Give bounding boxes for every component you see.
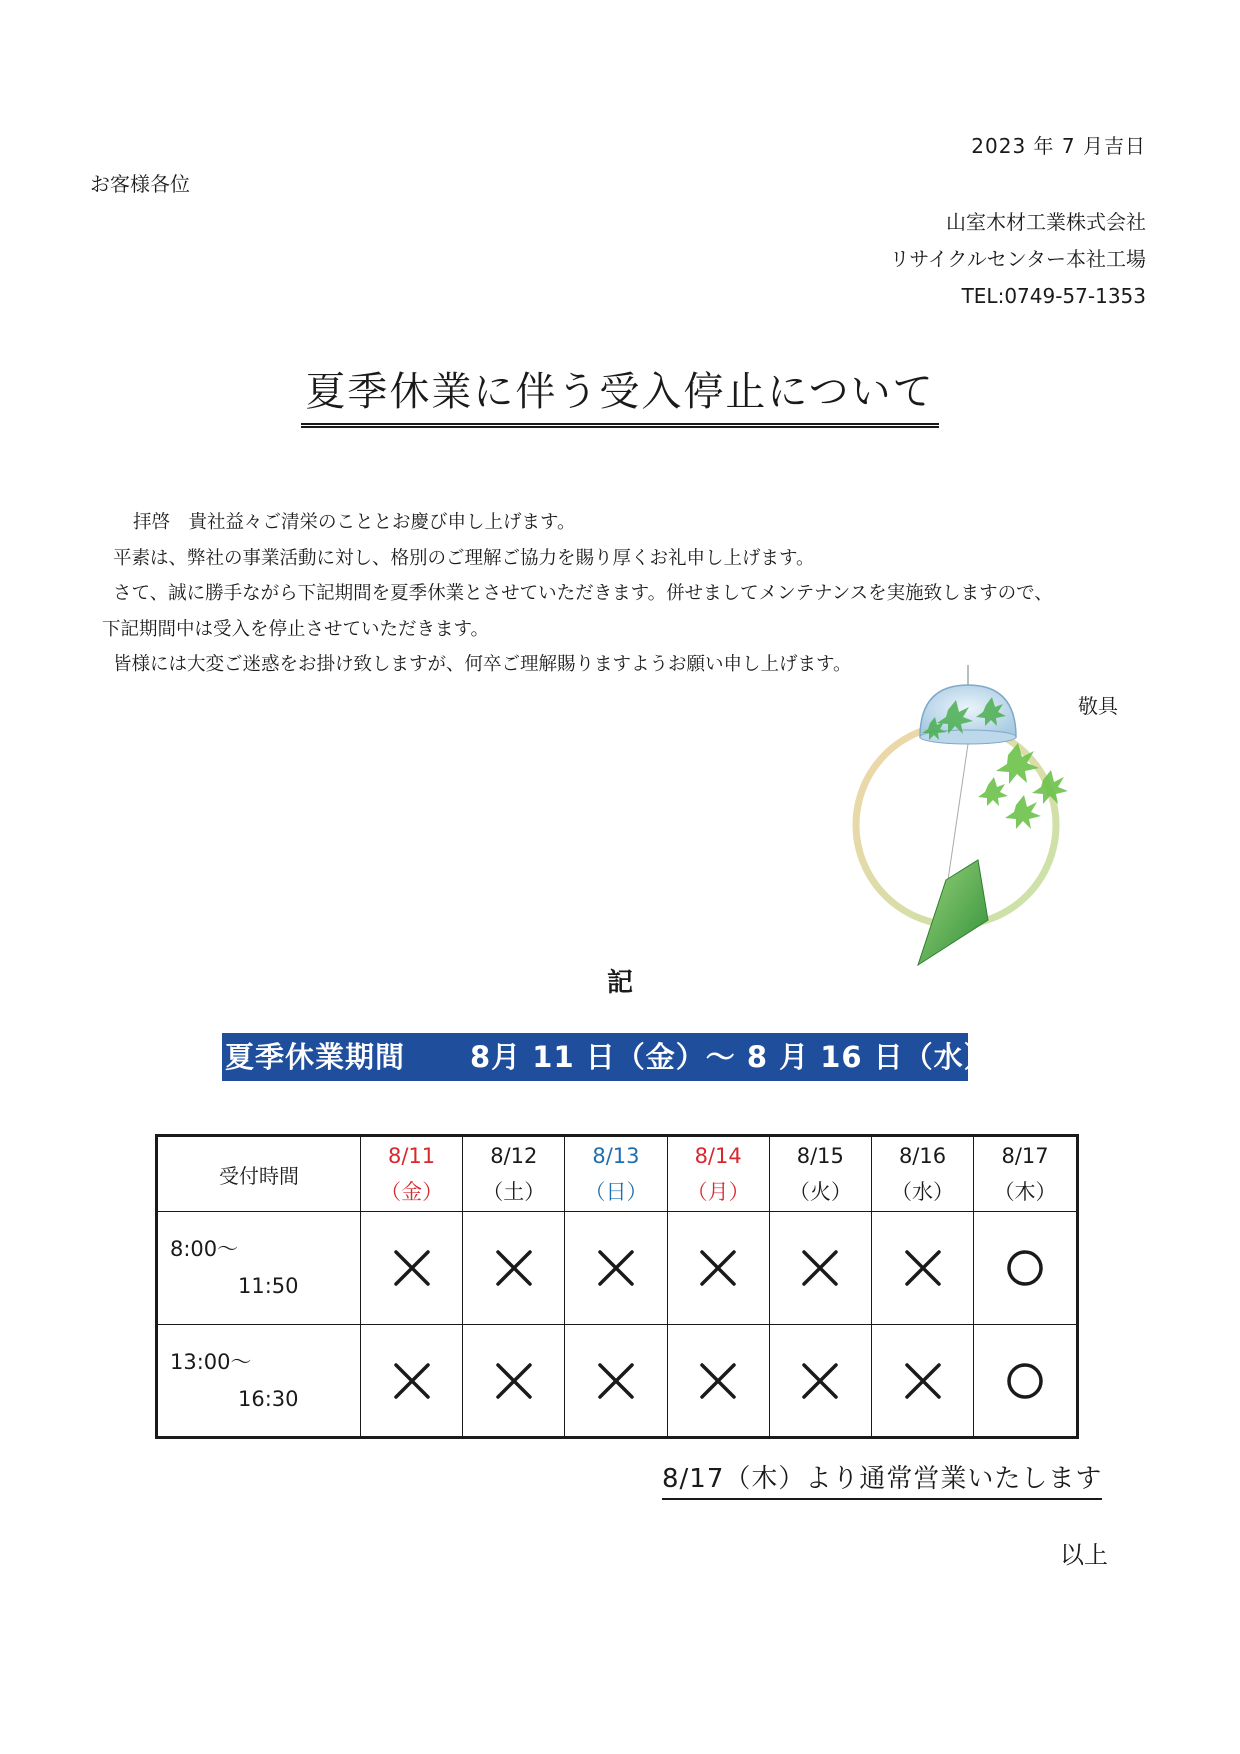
holiday-period-banner — [222, 1033, 994, 1081]
day-header — [871, 1136, 973, 1212]
open-circle-icon — [1005, 1361, 1045, 1401]
availability-cell — [667, 1212, 769, 1325]
day-date: 8/14 — [694, 1144, 742, 1168]
closed-cross-icon — [800, 1248, 840, 1288]
banner-label: 夏季休業期間 — [225, 1040, 406, 1074]
availability-cell — [871, 1325, 973, 1438]
day-header — [463, 1136, 565, 1212]
day-header — [361, 1136, 463, 1212]
availability-cell — [565, 1212, 667, 1325]
availability-cell — [769, 1325, 871, 1438]
availability-cell — [667, 1325, 769, 1438]
closed-cross-icon — [903, 1248, 943, 1288]
body-line-1: 拝啓 貴社益々ご清栄のこととお慶び申し上げます。 — [133, 512, 576, 533]
time-slot-cell — [157, 1325, 361, 1438]
reception-schedule-table — [155, 1134, 1079, 1439]
body-line-5: 皆様には大変ご迷惑をお掛け致しますが、何卒ご理解賜りますようお願い申し上げます。 — [113, 654, 852, 675]
slot-start: 13:00～ — [170, 1349, 252, 1374]
document-date: 2023 年 7 月吉日 — [971, 134, 1146, 158]
day-weekday: （水） — [891, 1180, 955, 1204]
body-line-3: さて、誠に勝手ながら下記期間を夏季休業とさせていただきます。併せましてメンテナンスを実施致しますので、 — [113, 583, 1053, 604]
availability-cell — [769, 1212, 871, 1325]
day-weekday: （土） — [482, 1180, 546, 1204]
day-date: 8/13 — [592, 1144, 640, 1168]
availability-cell — [974, 1212, 1078, 1325]
availability-cell — [361, 1212, 463, 1325]
closed-cross-icon — [698, 1361, 738, 1401]
day-header — [769, 1136, 871, 1212]
day-weekday: （火） — [788, 1180, 852, 1204]
open-circle-icon — [1005, 1248, 1045, 1288]
day-date: 8/11 — [388, 1144, 436, 1168]
closed-cross-icon — [698, 1248, 738, 1288]
document-title: 夏季休業に伴う受入停止について — [301, 360, 938, 428]
banner-period: 8月 11 日（金）～ 8 月 16 日（水） — [470, 1040, 994, 1074]
day-header — [667, 1136, 769, 1212]
closing-keigu: 敬具 — [1078, 694, 1118, 718]
body-line-4: 下記期間中は受入を停止させていただきます。 — [102, 618, 490, 640]
day-date: 8/12 — [490, 1144, 538, 1168]
table-header-row — [157, 1136, 1078, 1212]
availability-cell — [565, 1325, 667, 1438]
day-weekday: （金） — [380, 1180, 444, 1204]
slot-end: 16:30 — [238, 1386, 299, 1411]
table-row — [157, 1325, 1078, 1438]
slot-start: 8:00～ — [170, 1237, 239, 1261]
closed-cross-icon — [800, 1361, 840, 1401]
department: リサイクルセンター本社工場 — [889, 247, 1146, 271]
slot-end: 11:50 — [238, 1274, 299, 1298]
day-weekday: （月） — [686, 1180, 750, 1204]
day-weekday: （日） — [584, 1180, 648, 1204]
availability-cell — [871, 1212, 973, 1325]
availability-cell — [974, 1325, 1078, 1438]
phone-number: TEL:0749-57-1353 — [961, 284, 1146, 308]
sender-block — [890, 204, 1146, 315]
day-weekday: （木） — [993, 1180, 1057, 1204]
closed-cross-icon — [494, 1248, 534, 1288]
addressee: お客様各位 — [90, 172, 190, 196]
wind-chime-illustration — [838, 665, 1098, 970]
body-line-2: 平素は、弊社の事業活動に対し、格別のご理解ご協力を賜り厚くお礼申し上げます。 — [113, 547, 815, 569]
time-slot-cell — [157, 1212, 361, 1325]
reception-time-header: 受付時間 — [157, 1136, 361, 1212]
day-date: 8/15 — [796, 1144, 844, 1168]
day-date: 8/17 — [1001, 1144, 1049, 1168]
day-header — [565, 1136, 667, 1212]
closed-cross-icon — [903, 1361, 943, 1401]
closed-cross-icon — [392, 1248, 432, 1288]
table-row — [157, 1212, 1078, 1325]
availability-cell — [463, 1212, 565, 1325]
day-header — [974, 1136, 1078, 1212]
document-title-wrap — [0, 360, 1240, 428]
closed-cross-icon — [596, 1361, 636, 1401]
ki-heading: 記 — [606, 968, 633, 998]
availability-cell — [361, 1325, 463, 1438]
day-date: 8/16 — [898, 1144, 947, 1168]
closed-cross-icon — [494, 1361, 534, 1401]
availability-cell — [463, 1325, 565, 1438]
company-name: 山室木材工業株式会社 — [946, 210, 1146, 234]
closed-cross-icon — [596, 1248, 636, 1288]
closing-ijou: 以上 — [1060, 1541, 1108, 1569]
letter-body — [102, 505, 1152, 683]
resume-business-note: 8/17（木）より通常営業いたします — [662, 1458, 1102, 1500]
closed-cross-icon — [392, 1361, 432, 1401]
